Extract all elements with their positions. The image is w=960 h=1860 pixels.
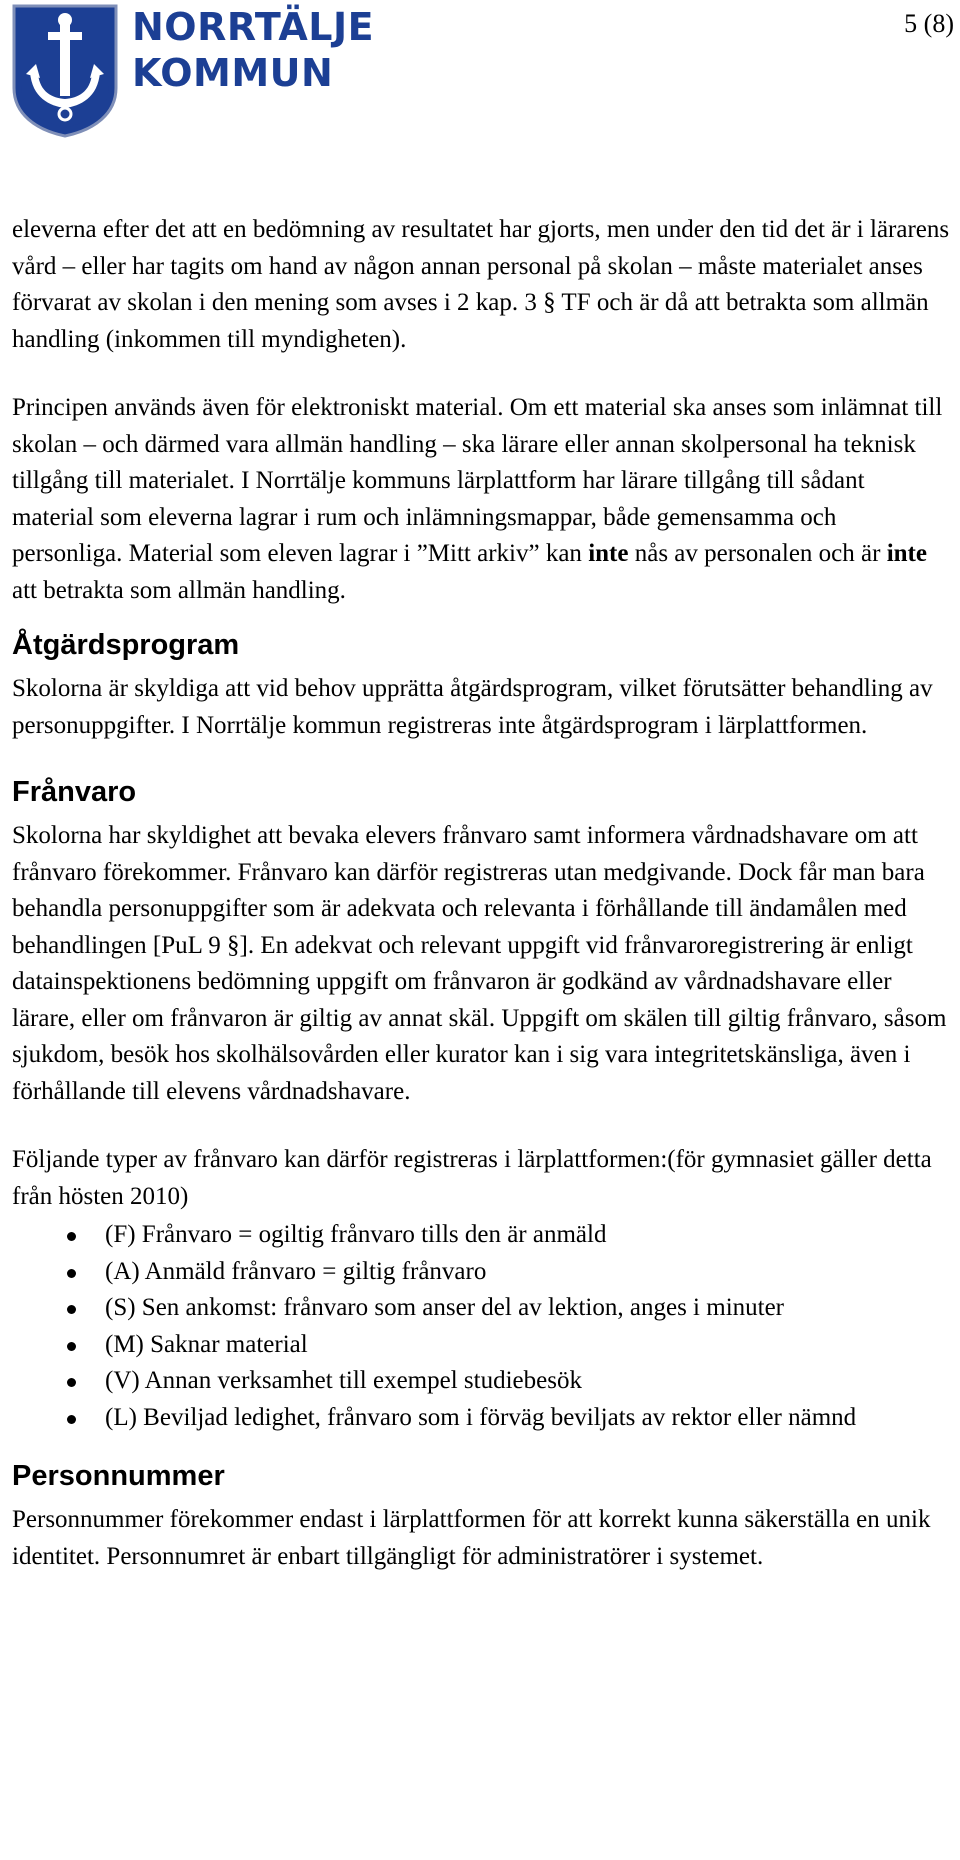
- bullet-icon: [67, 1415, 76, 1424]
- municipal-crest-logo: [10, 2, 120, 138]
- bullet-icon: [67, 1269, 76, 1278]
- list-item-text: (F) Frånvaro = ogiltig frånvaro tills den är anmäld: [105, 1221, 607, 1248]
- intro-paragraph: eleverna efter det att en bedömning av resultatet har gjorts, men under den tid det är i lärarens vård – eller har tagits om hand av någon annan personal på skolan – måste materialet anses förvarat av skolan i den mening som avses i 2 kap. 3 § TF och är då att betrakta som allmän handling (inkommen till myndigheten).: [12, 216, 950, 353]
- atgardsprogram-paragraph: Skolorna är skyldiga att vid behov upprätta åtgärdsprogram, vilket förutsätter behandling av personuppgifter. I Norrtälje kommun registreras inte åtgärdsprogram i lärplattformen.: [12, 675, 933, 739]
- list-item-text: (S) Sen ankomst: frånvaro som anser del av lektion, anges i minuter: [105, 1294, 785, 1321]
- paragraph-text-end: att betrakta som allmän handling.: [12, 576, 346, 604]
- list-item-text: (A) Anmäld frånvaro = giltig frånvaro: [105, 1257, 487, 1285]
- emphasis-inte-2: inte: [886, 540, 927, 567]
- paragraph-text-mid: nås av personalen och är: [628, 540, 887, 567]
- bullet-icon: [67, 1305, 76, 1314]
- page-number: 5 (8): [904, 9, 954, 38]
- list-item: [12, 1217, 952, 1254]
- bullet-icon: [67, 1232, 76, 1241]
- franvaro-list-intro: Följande typer av frånvaro kan därför registreras i lärplattformen:(för gymnasiet gäller detta från hösten 2010): [12, 1146, 932, 1210]
- list-item: [12, 1290, 952, 1327]
- list-item: [12, 1327, 952, 1364]
- franvaro-paragraph: Skolorna har skyldighet att bevaka elevers frånvaro samt informera vårdnadshavare om att frånvaro förekommer. Frånvaro kan därför registreras utan medgivande. Dock får man bara behandla personuppgifter som är adekvata och relevanta i förhållande till ändamålen med behandlingen [PuL 9 §]. En adekvat och relevant uppgift vid frånvaroregistrering är enligt datainspektionens bedömning uppgift om frånvaron är godkänd av vårdnadshavare eller lärare, eller om frånvaron är giltig av annat skäl. Uppgift om skälen till giltig frånvaro, såsom sjukdom, besök hos skolhälsovården eller kurator kan i sig vara integritetskänsliga, även i förhållande till elevens vårdnadshavare.: [12, 822, 947, 1105]
- wordmark-line-1: NORRTÄLJE: [132, 5, 375, 49]
- list-item-text: (M) Saknar material: [105, 1330, 308, 1358]
- page-header: [0, 0, 960, 150]
- list-item-text: (V) Annan verksamhet till exempel studiebesök: [105, 1367, 582, 1394]
- bullet-icon: [67, 1342, 76, 1351]
- list-item-text: (L) Beviljad ledighet, frånvaro som i förväg beviljats av rektor eller nämnd: [105, 1403, 857, 1431]
- franvaro-types-list: [12, 1217, 952, 1436]
- heading-personnummer: Personnummer: [12, 1460, 225, 1492]
- electronic-material-paragraph: [12, 390, 952, 609]
- list-item: [12, 1363, 952, 1400]
- list-item: [12, 1400, 952, 1437]
- list-item: [12, 1254, 952, 1291]
- personnummer-paragraph: Personnummer förekommer endast i lärplattformen för att korrekt kunna säkerställa en unik identitet. Personnumret är enbart tillgängligt för administratörer i systemet.: [12, 1506, 931, 1570]
- heading-franvaro: Frånvaro: [12, 776, 137, 808]
- paragraph-text-start: Principen används även för elektroniskt material. Om ett material ska anses som inlämnat till skolan – och därmed vara allmän handling – ska lärare eller annan skolpersonal ha teknisk tillgång till materialet. I Norrtälje kommuns lärplattform har lärare tillgång till sådant material som eleverna lagrar i rum och inlämningsmappar, både gemensamma och personliga. Material som eleven lagrar i ”Mitt arkiv” kan: [12, 394, 943, 567]
- bullet-icon: [67, 1378, 76, 1387]
- wordmark-line-2: KOMMUN: [132, 51, 334, 95]
- municipality-wordmark: [132, 4, 374, 96]
- document-body: [12, 212, 952, 1575]
- heading-atgardsprogram: Åtgärdsprogram: [12, 629, 240, 661]
- emphasis-inte-1: inte: [588, 540, 629, 567]
